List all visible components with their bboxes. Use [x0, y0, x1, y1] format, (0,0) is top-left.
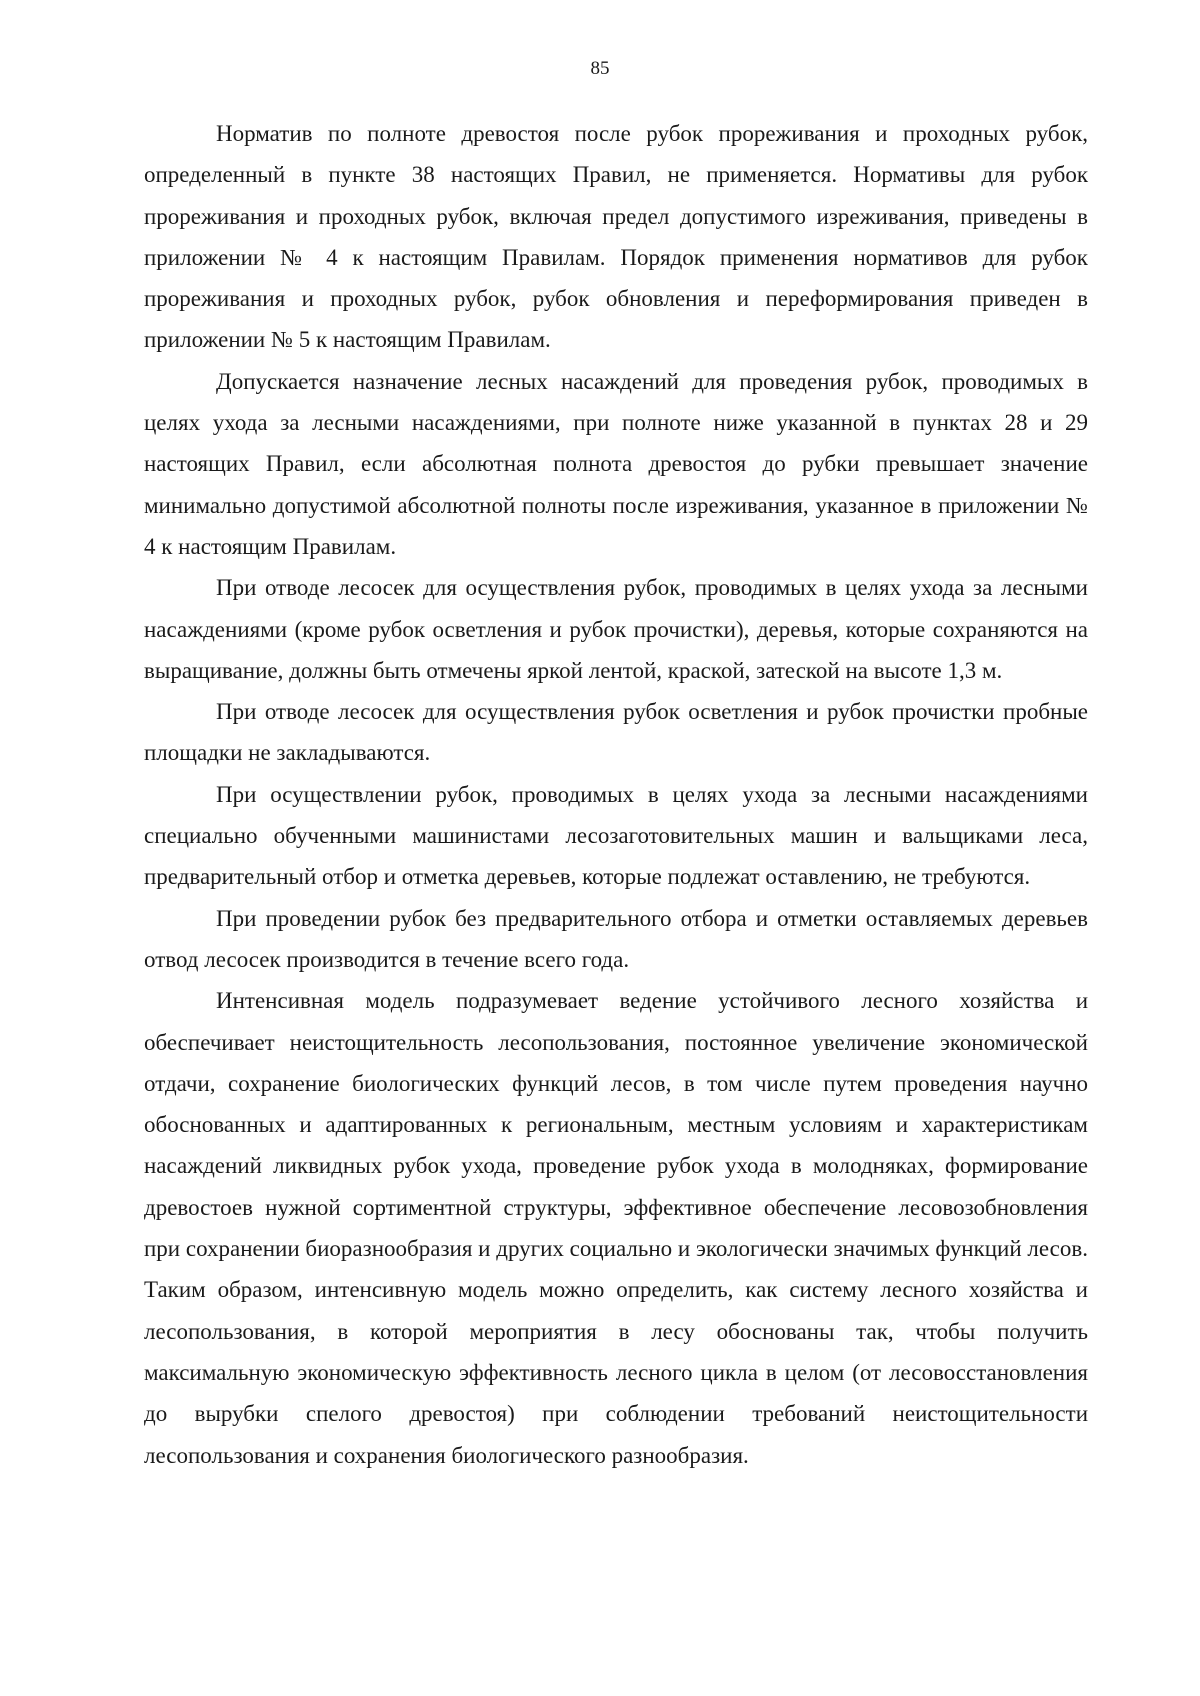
paragraph-thinning-norms: Норматив по полноте древостоя после рубок прореживания и проходных рубок, определенный в пункте 38 настоящих Правил, не применяется. Нормативы для рубок прореживания и проходных рубок, включая предел допустимого изреживания, приведены в приложении № 4 к настоящим Правилам. Порядок применения нормативов для рубок прореживания и проходных рубок, рубок обновления и переформирования приведен в приложении № 5 к настоящим Правилам. [144, 121, 1088, 353]
document-body [144, 113, 1088, 1476]
paragraph-trained-operators: При осуществлении рубок, проводимых в целях ухода за лесными насаждениями специально обученными машинистами лесозаготовительных машин и вальщиками леса, предварительный отбор и отметка деревьев, которые подлежат оставлению, не требуются. [144, 781, 1088, 890]
paragraph-intensive-model: Интенсивная модель подразумевает ведение устойчивого лесного хозяйства и обеспечивает неистощительность лесопользования, постоянное увеличение экономической отдачи, сохранение биологических функций лесов, в том числе путем проведения научно обоснованных и адаптированных к региональным, местным условиям и характеристикам насаждений ликвидных рубок ухода, проведение рубок ухода в молодняках, формирование древостоев нужной сортиментной структуры, эффективное обеспечение лесовозобновления при сохранении биоразнообразия и других социально и экологически значимых функций лесов. Таким образом, интенсивную модель можно определить, как систему лесного хозяйства и лесопользования, в которой мероприятия в лесу обоснованы так, чтобы получить максимальную экономическую эффективность лесного цикла в целом (от лесовосстановления до вырубки спелого древостоя) при соблюдении требований неистощительности лесопользования и сохранения биологического разнообразия. [144, 988, 1088, 1468]
paragraph-sample-plots: При отводе лесосек для осуществления рубок осветления и рубок прочистки пробные площадки не закладываются. [144, 699, 1088, 766]
paragraph-tree-marking: При отводе лесосек для осуществления рубок, проводимых в целях ухода за лесными насаждениями (кроме рубок осветления и рубок прочистки), деревья, которые сохраняются на выращивание, должны быть отмечены яркой лентой, краской, затеской на высоте 1,3 м. [144, 575, 1088, 683]
paragraph-year-round-allotment: При проведении рубок без предварительного отбора и отметки оставляемых деревьев отвод лесосек производится в течение всего года. [144, 905, 1088, 972]
paragraph-low-density-assignment: Допускается назначение лесных насаждений для проведения рубок, проводимых в целях ухода за лесными насаждениями, при полноте ниже указанной в пунктах 28 и 29 настоящих Правил, если абсолютная полнота древостоя до рубки превышает значение минимально допустимой абсолютной полноты после изреживания, указанное в приложении № 4 к настоящим Правилам. [144, 368, 1088, 559]
page-number: 85 [590, 58, 610, 79]
